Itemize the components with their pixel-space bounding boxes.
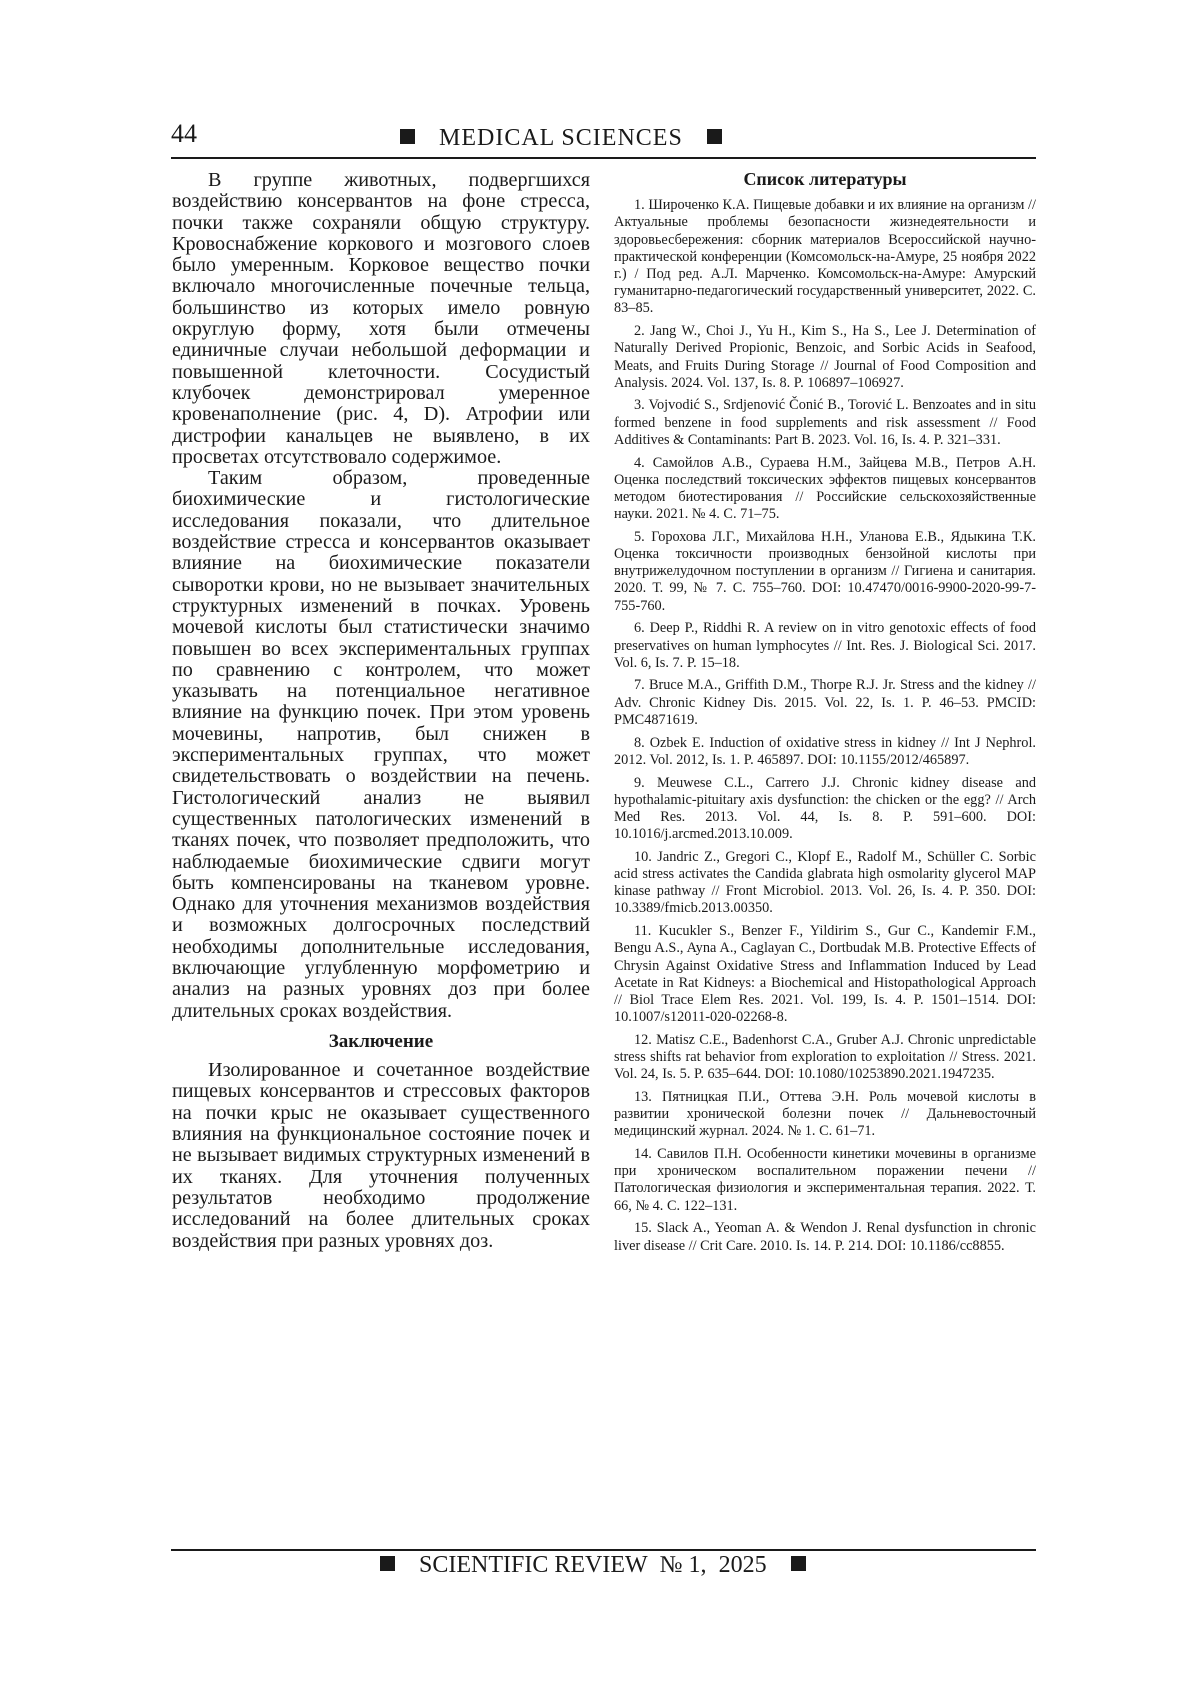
running-head	[400, 125, 722, 152]
reference-item: 4. Самойлов А.В., Сураева Н.М., Зайцева М.В., Петров А.Н. Оценка последствий токсических эффектов пищевых консервантов методом биотестирования // Российские сельскохозяйственные науки. 2021. № 4. С. 71–75.	[614, 454, 1036, 523]
body-paragraph: Таким образом, проведенные биохимические и гистологические исследования показали, что длительное воздействие стресса и консервантов оказывает влияние на биохимические показатели сыворотки крови, но не вызывает значительных структурных изменений в почках. Уровень мочевой кислоты был статистически значимо повышен во всех экспериментальных группах по сравнению с контролем, что может указывать на потенциальное негативное влияние на функцию почек. При этом уровень мочевины, напротив, был снижен в экспериментальных группах, что может свидетельствовать о воздействии на печень. Гистологический анализ не выявил существенных патологических изменений в тканях почек, что позволяет предположить, что наблюдаемые биохимические сдвиги могут быть компенсированы на тканевом уровне. Однако для уточнения механизмов воздействия и возможных долгосрочных последствий необходимы дополнительные исследования, включающие углубленную морфометрию и анализ на разных уровнях доз при более длительных сроках воздействия.	[172, 467, 590, 1022]
reference-item: 13. Пятницкая П.И., Оттева Э.Н. Роль мочевой кислоты в развитии хронической болезни почек // Дальневосточный медицинский журнал. 2024. № 1. С. 61–71.	[614, 1088, 1036, 1140]
journal-section-title: MEDICAL SCIENCES	[439, 125, 683, 151]
header-rule	[171, 157, 1036, 159]
reference-item: 3. Vojvodić S., Srdjenović Čonić B., Torović L. Benzoates and in situ formed benzene in food supplements and risk assessment // Food Additives & Contaminants: Part B. 2023. Vol. 16, Is. 4. P. 321–331.	[614, 397, 1036, 448]
reference-item: 8. Ozbek E. Induction of oxidative stress in kidney // Int J Nephrol. 2012. Vol. 2012, Is. 1. P. 465897. DOI: 10.1155/2012/465897.	[614, 734, 1036, 768]
square-bullet-icon	[707, 129, 722, 144]
references-column	[614, 171, 1036, 1260]
page-number: 44	[171, 119, 197, 148]
footer-journal: SCIENTIFIC REVIEW	[419, 1552, 648, 1578]
references-heading: Список литературы	[743, 169, 907, 189]
main-text-column	[172, 170, 590, 1252]
reference-item: 11. Kucukler S., Benzer F., Yildirim S., Gur C., Kandemir F.M., Bengu A.S., Ayna A., Caglayan C., Dortbudak M.B. Protective Effects of Chrysin Against Oxidative Stress and Inflammation Induced by Lead Acetate in Rat Kidneys: a Biochemical and Histopathological Approach // Biol Trace Elem Res. 2021. Vol. 199, Is. 4. P. 1501–1514. DOI: 10.1007/s12011-020-02268-8.	[614, 923, 1036, 1026]
reference-item: 9. Meuwese C.L., Carrero J.J. Chronic kidney disease and hypothalamic-pituitary axis dysfunction: the chicken or the egg? // Arch Med Res. 2013. Vol. 44, Is. 8. P. 591–600. DOI: 10.1016/j.arcmed.2013.10.009.	[614, 774, 1036, 843]
conclusion-paragraph: Изолированное и сочетанное воздействие пищевых консервантов и стрессовых факторов на почки крыс не оказывает существенного влияния на функциональное состояние почек и не вызывает видимых структурных изменений в их тканях. Для уточнения полученных результатов необходимо продолжение исследований на более длительных сроках воздействия при разных уровнях доз.	[172, 1059, 590, 1252]
body-paragraph: В группе животных, подвергшихся воздействию консервантов на фоне стресса, почки также сохраняли общую структуру. Кровоснабжение коркового и мозгового слоев было умеренным. Корковое вещество почки включало многочисленные почечные тельца, большинство из которых имело ровную округлую форму, хотя были отмечены единичные случаи небольшой деформации и повышенной клеточности. Сосудистый клубочек демонстрировал умеренное кровенаполнение (рис. 4, D). Атрофии или дистрофии канальцев не выявлено, в их просветах отсутствовало содержимое.	[172, 169, 590, 468]
square-bullet-icon	[400, 129, 415, 144]
square-bullet-icon	[380, 1556, 395, 1571]
reference-item: 1. Широченко К.А. Пищевые добавки и их влияние на организм // Актуальные проблемы безопасности жизнедеятельности и здоровьесбережения: сборник материалов Всероссийской научно-практической конференции (Комсомольск-на-Амуре, 25 ноября 2022 г.) / Под ред. А.Л. Марченко. Комсомольск-на-Амуре: Амурский гуманитарно-педагогический государственный университет, 2022. С. 83–85.	[614, 197, 1036, 317]
reference-item: 12. Matisz C.E., Badenhorst C.A., Gruber A.J. Chronic unpredictable stress shifts rat behavior from exploration to exploitation // Stress. 2021. Vol. 24, Is. 5. P. 635–644. DOI: 10.1080/10253890.2021.1947235.	[614, 1031, 1036, 1083]
reference-item: 6. Deep P., Riddhi R. A review on in vitro genotoxic effects of food preservatives on human lymphocytes // Int. Res. J. Biological Sci. 2017. Vol. 6, Is. 7. P. 15–18.	[614, 620, 1036, 671]
square-bullet-icon	[791, 1556, 806, 1571]
footer-rule	[171, 1549, 1036, 1551]
footer-year: 2025	[718, 1552, 767, 1578]
reference-item: 10. Jandric Z., Gregori C., Klopf E., Radolf M., Schüller C. Sorbic acid stress activates the Candida glabrata high osmolarity glycerol MAP kinase pathway // Front Microbiol. 2013. Vol. 26, Is. 4. P. 350. DOI: 10.3389/fmicb.2013.00350.	[614, 848, 1036, 917]
reference-item: 2. Jang W., Choi J., Yu H., Kim S., Ha S., Lee J. Determination of Naturally Derived Propionic, Benzoic, and Sorbic Acids in Seafood, Meats, and Fruits During Storage // Journal of Food Composition and Analysis. 2024. Vol. 137, Is. 8. P. 106897–106927.	[614, 323, 1036, 391]
reference-item: 14. Савилов П.Н. Особенности кинетики мочевины в организме при хроническом воспалительном поражении печени // Патологическая физиология и экспериментальная терапия. 2022. Т. 66, № 4. С. 122–131.	[614, 1146, 1036, 1214]
conclusion-heading: Заключение	[328, 1030, 434, 1052]
reference-item: 15. Slack A., Yeoman A. & Wendon J. Renal dysfunction in chronic liver disease // Crit Care. 2010. Is. 14. P. 214. DOI: 10.1186/cc8855.	[614, 1220, 1036, 1254]
reference-item: 7. Bruce M.A., Griffith D.M., Thorpe R.J. Jr. Stress and the kidney // Adv. Chronic Kidney Dis. 2015. Vol. 22, Is. 1. P. 46–53. PMCID: PMC4871619.	[614, 677, 1036, 728]
reference-item: 5. Горохова Л.Г., Михайлова Н.Н., Уланова Е.В., Ядыкина Т.К. Оценка токсичности производных бензойной кислоты при внутрижелудочном поступлении в организм // Гигиена и санитария. 2020. Т. 99, № 7. С. 755–760. DOI: 10.47470/0016-9900-2020-99-7-755-760.	[614, 528, 1036, 614]
footer	[380, 1552, 806, 1579]
footer-issue: № 1,	[659, 1552, 707, 1578]
